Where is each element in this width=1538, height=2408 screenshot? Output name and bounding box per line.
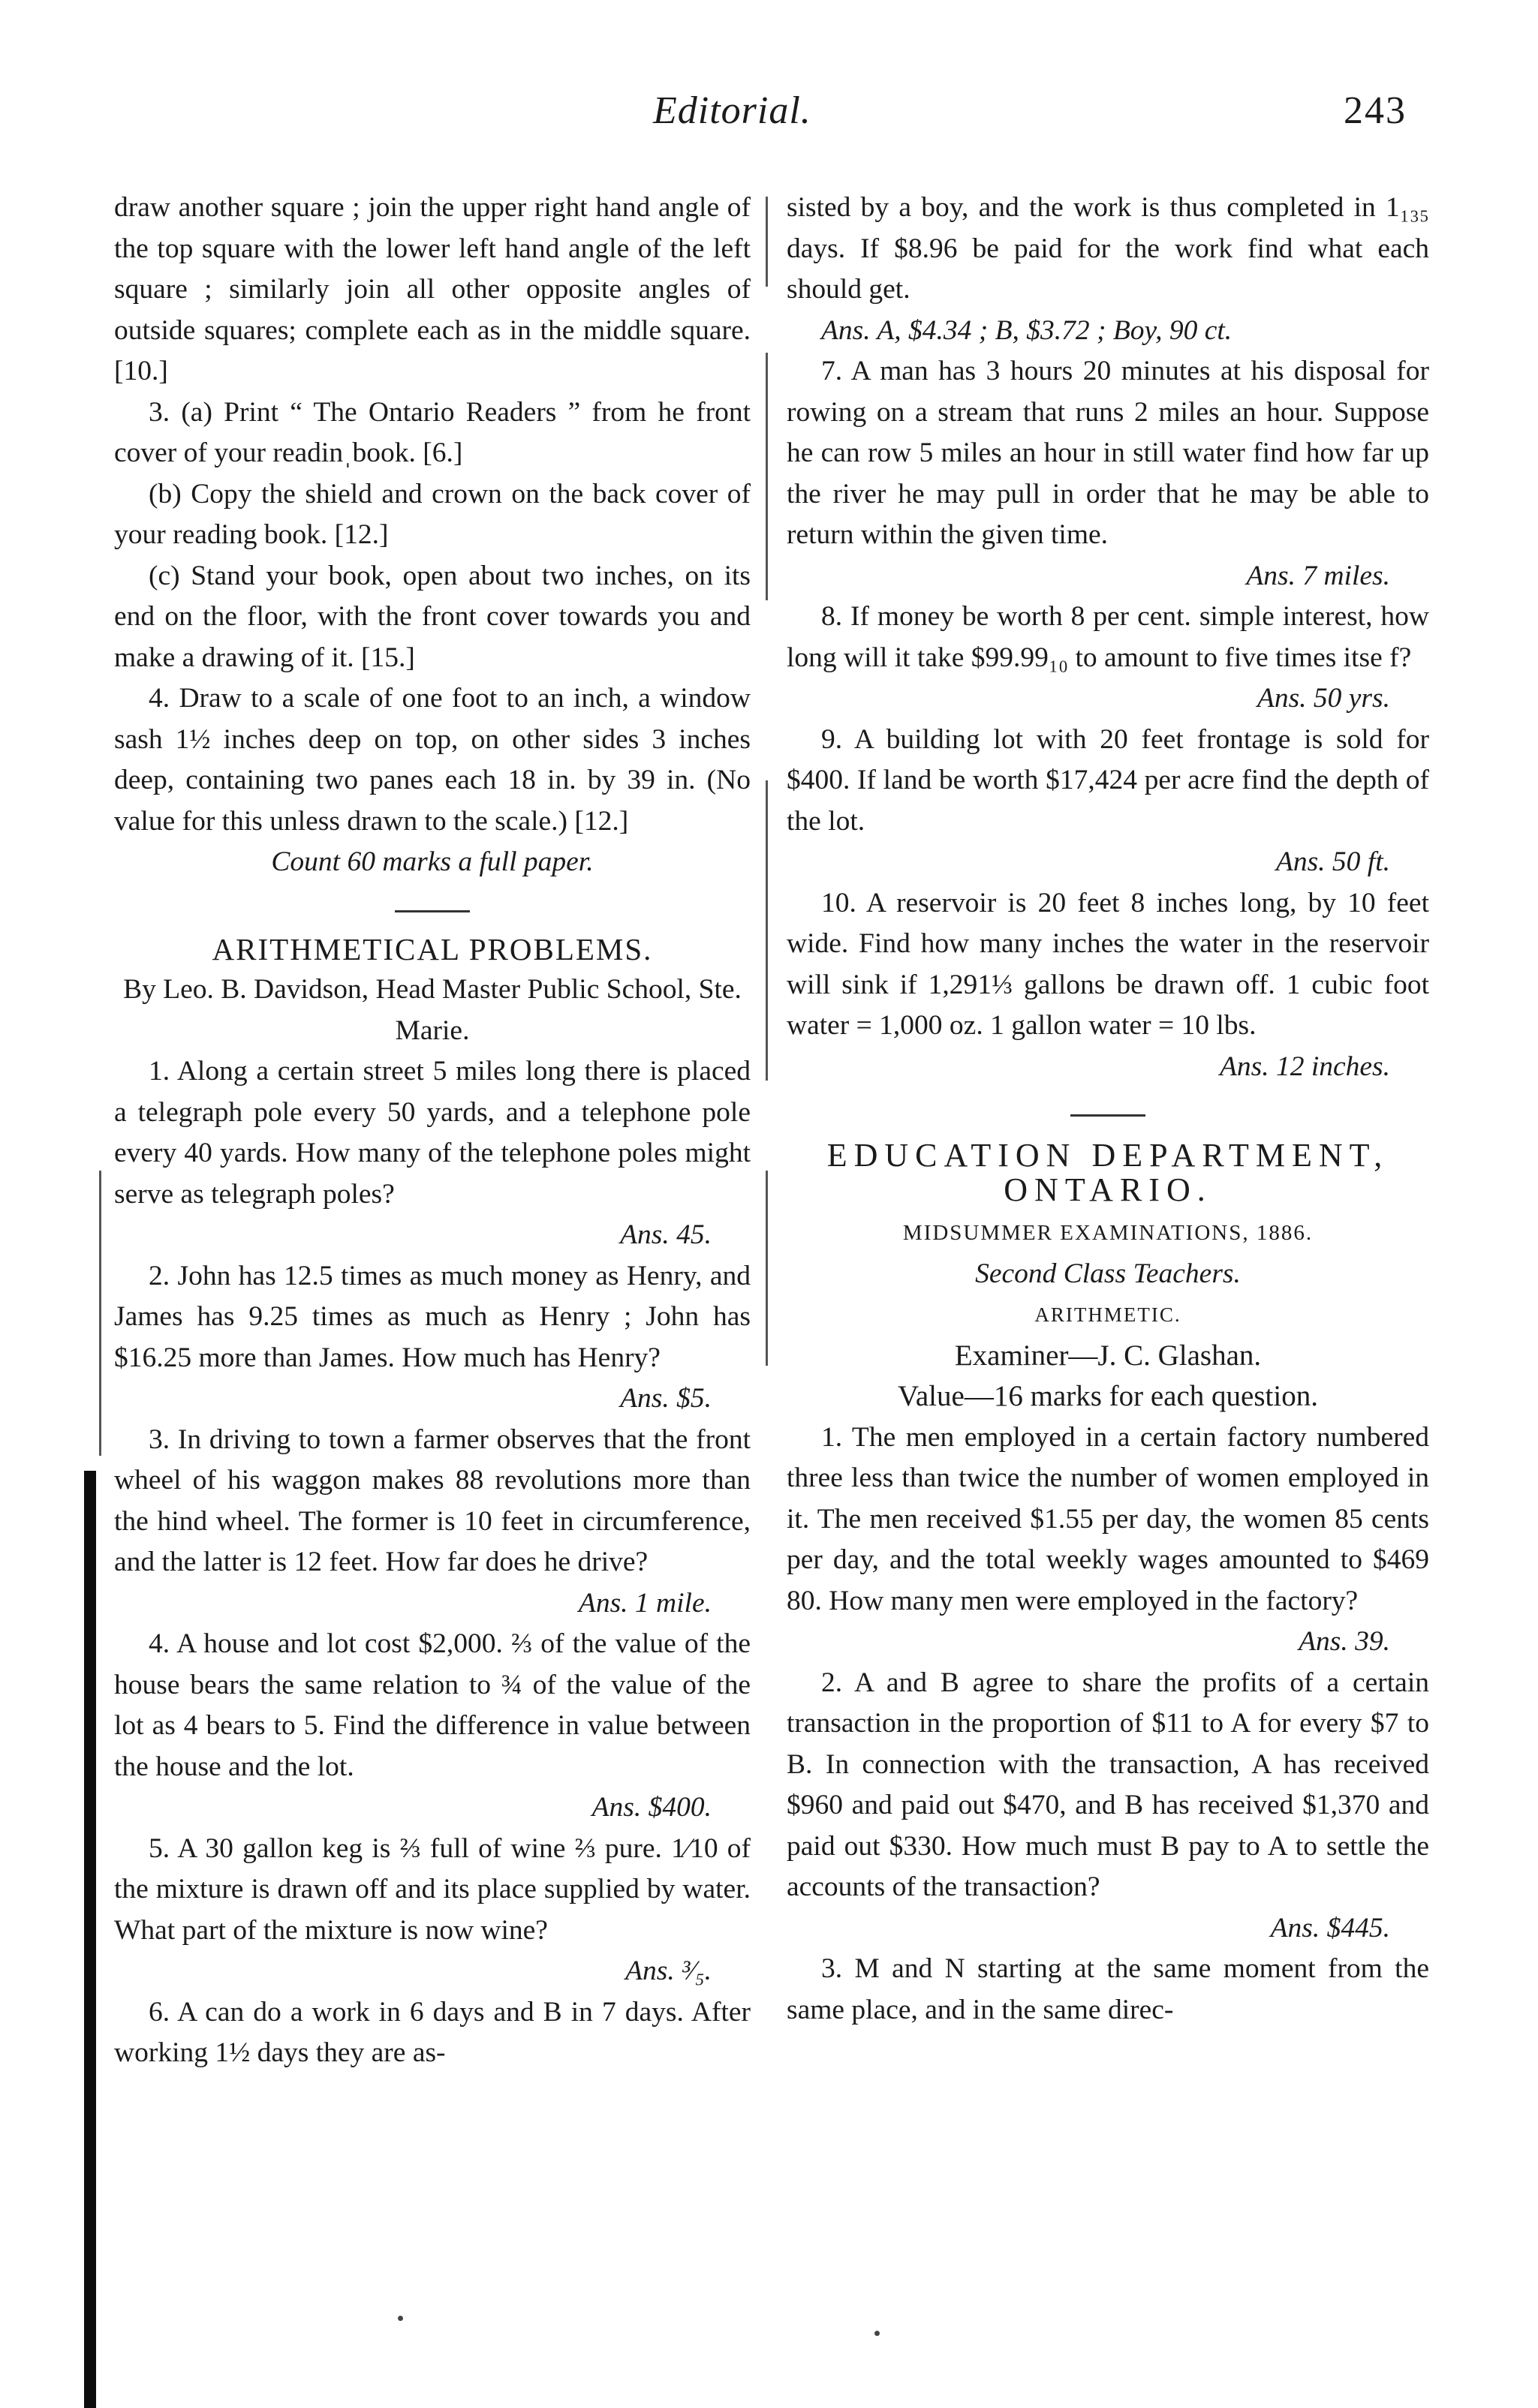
question-3c: (c) Stand your book, open about two inches, on its end on the floor, with the front cover towards you and make a drawing of it. [15.] bbox=[114, 560, 751, 673]
answer: Ans. 45. bbox=[620, 1219, 712, 1250]
exam-title: MIDSUMMER EXAMINATIONS, 1886. bbox=[902, 1221, 1314, 1245]
problem-7: 7. A man has 3 hours 20 minutes at his disposal for rowing on a stream that runs 2 miles an hour. Suppose he can row 5 miles an hour in still water find how far up the river he may pull in order that he may be able to return within the given time. bbox=[787, 356, 1429, 550]
section-title: ARITHMETICAL PROBLEMS. bbox=[212, 931, 653, 967]
paragraph: draw another square ; join the upper right hand angle of the top square with the lower left hand angle of the left square ; similarly join all other opposite angles of outside squares; complete each as in the middle square. [10.] bbox=[114, 192, 751, 386]
answer: Ans. A, $4.34 ; B, $3.72 ; Boy, 90 ct. bbox=[821, 314, 1233, 346]
problem-10: 10. A reservoir is 20 feet 8 inches long, by 10 feet wide. Find how many inches the water in the reservoir will sink if 1,291⅓ gallons be drawn off. 1 cubic foot water = 1,000 oz. 1 gallon water = 10 lbs. bbox=[787, 887, 1429, 1041]
problem-8: 8. If money be worth 8 per cent. simple interest, how long will it take $99.99₁₀ to amount to five times itse f? bbox=[787, 601, 1429, 673]
problem-1: 1. Along a certain street 5 miles long there is placed a telegraph pole every 50 yards, and a telephone pole every 40 yards. How many of the telephone poles might serve as telegraph poles? bbox=[114, 1056, 751, 1210]
stray-dot bbox=[398, 2316, 403, 2321]
problem-6: 6. A can do a work in 6 days and B in 7 days. After working 1½ days they are as- bbox=[114, 1996, 751, 2068]
scan-margin-line bbox=[99, 1171, 101, 1456]
stray-dot bbox=[874, 2331, 880, 2336]
question-3b: (b) Copy the shield and crown on the back cover of your reading book. [12.] bbox=[114, 478, 751, 550]
question-4: 4. Draw to a scale of one foot to an inch, a window sash 1½ inches deep on top, on other sides 3 inches deep, containing two panes each 18 in. by 39 in. (No value for this unless drawn to the scale.) [12.] bbox=[114, 683, 751, 837]
question-3a: 3. (a) Print “ The Ontario Readers ” from he front cover of your readinˌbook. [6.] bbox=[114, 396, 751, 468]
answer: Ans. 1 mile. bbox=[578, 1587, 712, 1619]
answer: Ans. 39. bbox=[1299, 1626, 1390, 1657]
exam-question-3: 3. M and N starting at the same moment from the same place, and in the same direc- bbox=[787, 1953, 1429, 2025]
problem-2: 2. John has 12.5 times as much money as Henry, and James has 9.25 times as much as Henry ; John has $16.25 more than James. How much has Henry? bbox=[114, 1260, 751, 1373]
answer: Ans. ³⁄₅. bbox=[625, 1956, 712, 1986]
problem-3: 3. In driving to town a farmer observes that the front wheel of his waggon makes 88 revolutions more than the hind wheel. The former is 10 feet in circumference, and the latter is 12 feet. How far does he drive? bbox=[114, 1423, 751, 1577]
exam-question-2: 2. A and B agree to share the profits of a certain transaction in the proportion of $11 to A for every $7 to B. In connection with the transaction, A has received $960 and paid out $470, and B has received $1,370 and paid out $330. How much must B pay to A to settle the accounts of the transaction? bbox=[787, 1667, 1429, 1902]
left-column bbox=[114, 188, 751, 2074]
gutter-mark bbox=[766, 353, 768, 600]
problem-9: 9. A building lot with 20 feet frontage is sold for $400. If land be worth $17,424 per acre find the depth of the lot. bbox=[787, 723, 1429, 837]
scan-margin-shadow bbox=[84, 1471, 96, 2408]
count-note: Count 60 marks a full paper. bbox=[271, 846, 594, 877]
answer: Ans. $400. bbox=[591, 1792, 712, 1823]
running-title: Editorial. bbox=[653, 89, 811, 132]
answer: Ans. 7 miles. bbox=[1246, 560, 1390, 591]
department-heading-line-1: EDUCATION DEPARTMENT, bbox=[826, 1137, 1389, 1174]
department-heading-line-2: ONTARIO. bbox=[1004, 1171, 1212, 1208]
running-head bbox=[0, 89, 1538, 149]
section-rule bbox=[395, 910, 470, 912]
subject-title: ARITHMETIC. bbox=[1034, 1303, 1181, 1326]
section-rule bbox=[1070, 1114, 1145, 1117]
answer: Ans. $5. bbox=[620, 1383, 712, 1414]
problem-4: 4. A house and lot cost $2,000. ⅔ of the value of the house bears the same relation to ¾ of the value of the lot as 4 bears to 5. Find the difference in value between the house and the lot. bbox=[114, 1628, 751, 1782]
answer: Ans. 50 ft. bbox=[1275, 846, 1390, 877]
right-column bbox=[787, 188, 1429, 2031]
gutter-mark bbox=[766, 1171, 768, 1366]
page-number: 243 bbox=[1344, 89, 1407, 132]
problem-5: 5. A 30 gallon keg is ⅔ full of wine ⅔ pure. 1⁄10 of the mixture is drawn off and its place supplied by water. What part of the mixture is now wine? bbox=[114, 1832, 751, 1946]
byline: By Leo. B. Davidson, Head Master Public School, Ste. Marie. bbox=[123, 974, 742, 1046]
gutter-mark bbox=[766, 197, 768, 287]
value-line: Value—16 marks for each question. bbox=[898, 1380, 1318, 1412]
answer: Ans. 12 inches. bbox=[1219, 1051, 1390, 1082]
answer: Ans. 50 yrs. bbox=[1257, 683, 1390, 714]
examiner-line: Examiner—J. C. Glashan. bbox=[954, 1339, 1262, 1372]
problem-6-continued: sisted by a boy, and the work is thus completed in 1₁₃₅ days. If $8.96 be paid for the work find what each should get. bbox=[787, 192, 1429, 305]
exam-question-1: 1. The men employed in a certain factory numbered three less than twice the number of women employed in it. The men received $1.55 per day, the women 85 cents per day, and the total weekly wages amounted to $469 80. How many men were employed in the factory? bbox=[787, 1421, 1429, 1616]
answer: Ans. $445. bbox=[1270, 1912, 1390, 1944]
gutter-mark bbox=[766, 780, 768, 1081]
class-title: Second Class Teachers. bbox=[975, 1258, 1241, 1289]
